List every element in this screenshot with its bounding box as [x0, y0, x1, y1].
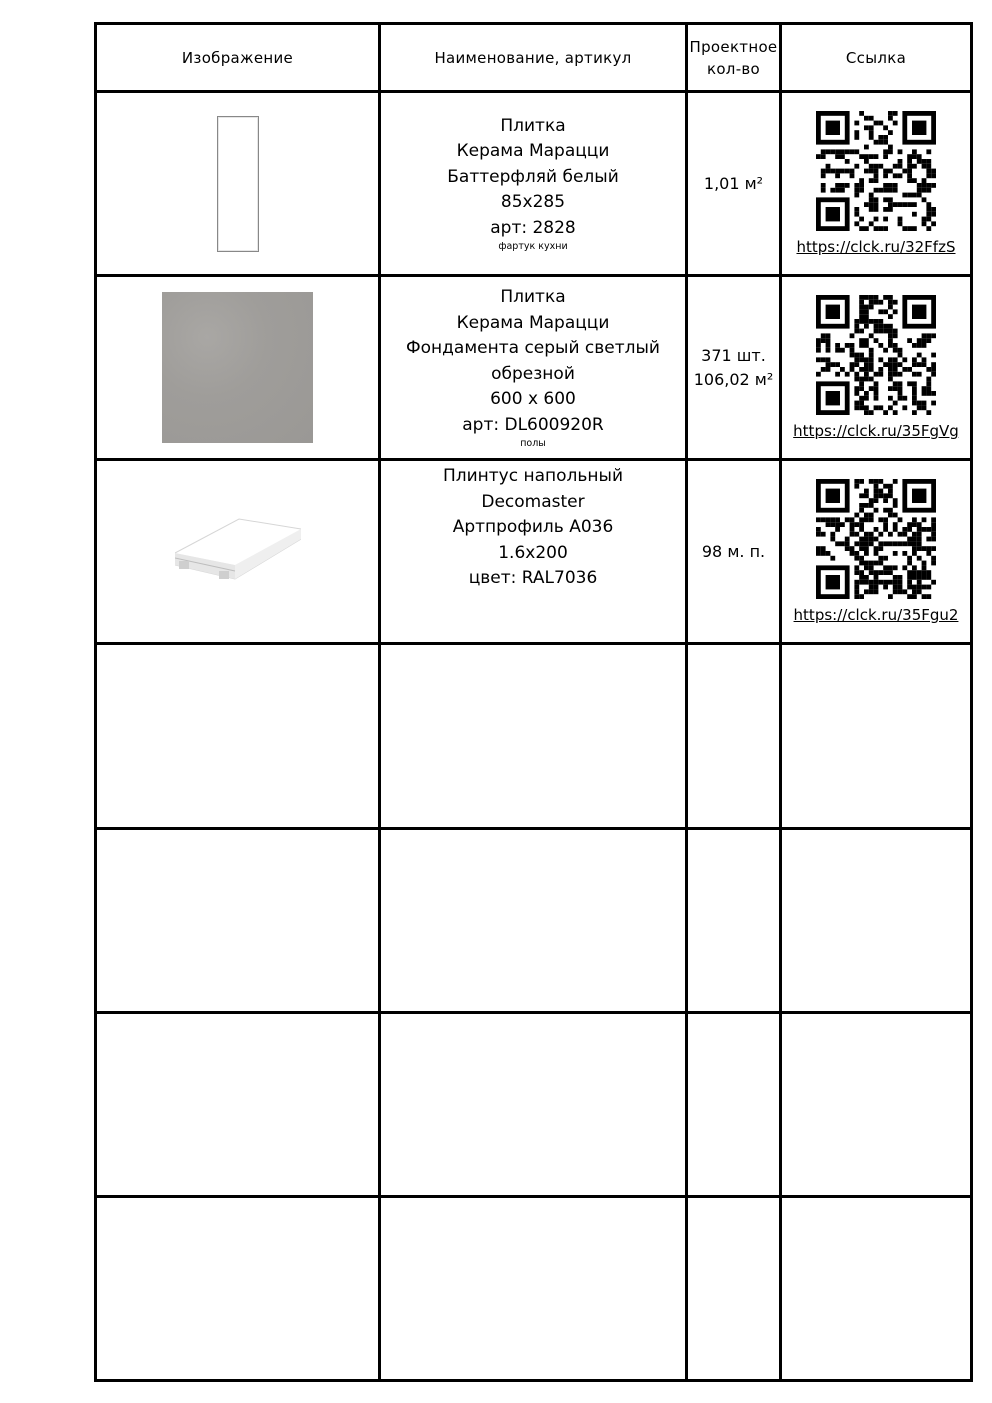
name-line: Фондамента серый светлый — [406, 338, 660, 359]
link-cell — [781, 276, 972, 460]
qty-value: 1,01 м² — [703, 173, 764, 193]
qty-cell — [687, 460, 781, 644]
usage-note: фартук кухни — [498, 241, 568, 253]
empty-row — [96, 1196, 972, 1380]
name-line: Плитка — [500, 115, 566, 136]
empty-row — [96, 828, 972, 1012]
name-line: арт: 2828 — [490, 217, 576, 238]
materials-table — [94, 22, 973, 1382]
name-line: арт: DL600920R — [462, 414, 604, 435]
table-row — [96, 276, 972, 460]
white-tile-image — [217, 116, 259, 252]
qty-value: 98 м. п. — [701, 541, 766, 561]
qty-value: 106,02 м² — [693, 369, 774, 389]
qty-cell — [687, 276, 781, 460]
image-cell — [96, 460, 380, 644]
link-cell — [781, 92, 972, 276]
qty-value: 371 шт. — [701, 345, 766, 365]
product-link[interactable]: https://clck.ru/35FgVg — [793, 422, 959, 441]
empty-row — [96, 1012, 972, 1196]
image-cell — [96, 92, 380, 276]
name-cell — [380, 92, 687, 276]
grey-tile-image — [162, 292, 313, 443]
qr-code-icon — [816, 111, 936, 231]
product-link[interactable]: https://clck.ru/32FfzS — [796, 238, 956, 257]
name-line: Керама Марацци — [456, 312, 610, 333]
header-row — [96, 24, 972, 92]
qr-code-icon — [816, 295, 936, 415]
name-line: 1.6х200 — [498, 542, 568, 563]
header-qty: Проектное кол-во — [687, 24, 781, 92]
skirting-board-image — [175, 517, 301, 587]
name-line: Плинтус напольный — [442, 466, 624, 487]
name-line: 85х285 — [500, 192, 566, 213]
image-cell — [96, 276, 380, 460]
qty-cell — [687, 92, 781, 276]
header-name: Наименование, артикул — [380, 24, 687, 92]
name-cell — [380, 460, 687, 644]
table-row — [96, 92, 972, 276]
name-line: Керама Марацци — [456, 141, 610, 162]
usage-note: полы — [520, 438, 546, 450]
header-link: Ссылка — [781, 24, 972, 92]
name-cell — [380, 276, 687, 460]
name-line: Плитка — [500, 287, 566, 308]
header-image: Изображение — [96, 24, 380, 92]
product-link[interactable]: https://clck.ru/35Fgu2 — [793, 606, 959, 625]
empty-row — [96, 644, 972, 828]
name-line: Баттерфляй белый — [447, 166, 619, 187]
table-row — [96, 460, 972, 644]
link-cell — [781, 460, 972, 644]
name-line: обрезной — [491, 363, 575, 384]
name-line: Артпрофиль А036 — [452, 517, 614, 538]
qr-code-icon — [816, 479, 936, 599]
name-line: цвет: RAL7036 — [468, 568, 598, 589]
name-line: 600 х 600 — [490, 389, 576, 410]
name-line: Decomaster — [481, 491, 585, 512]
